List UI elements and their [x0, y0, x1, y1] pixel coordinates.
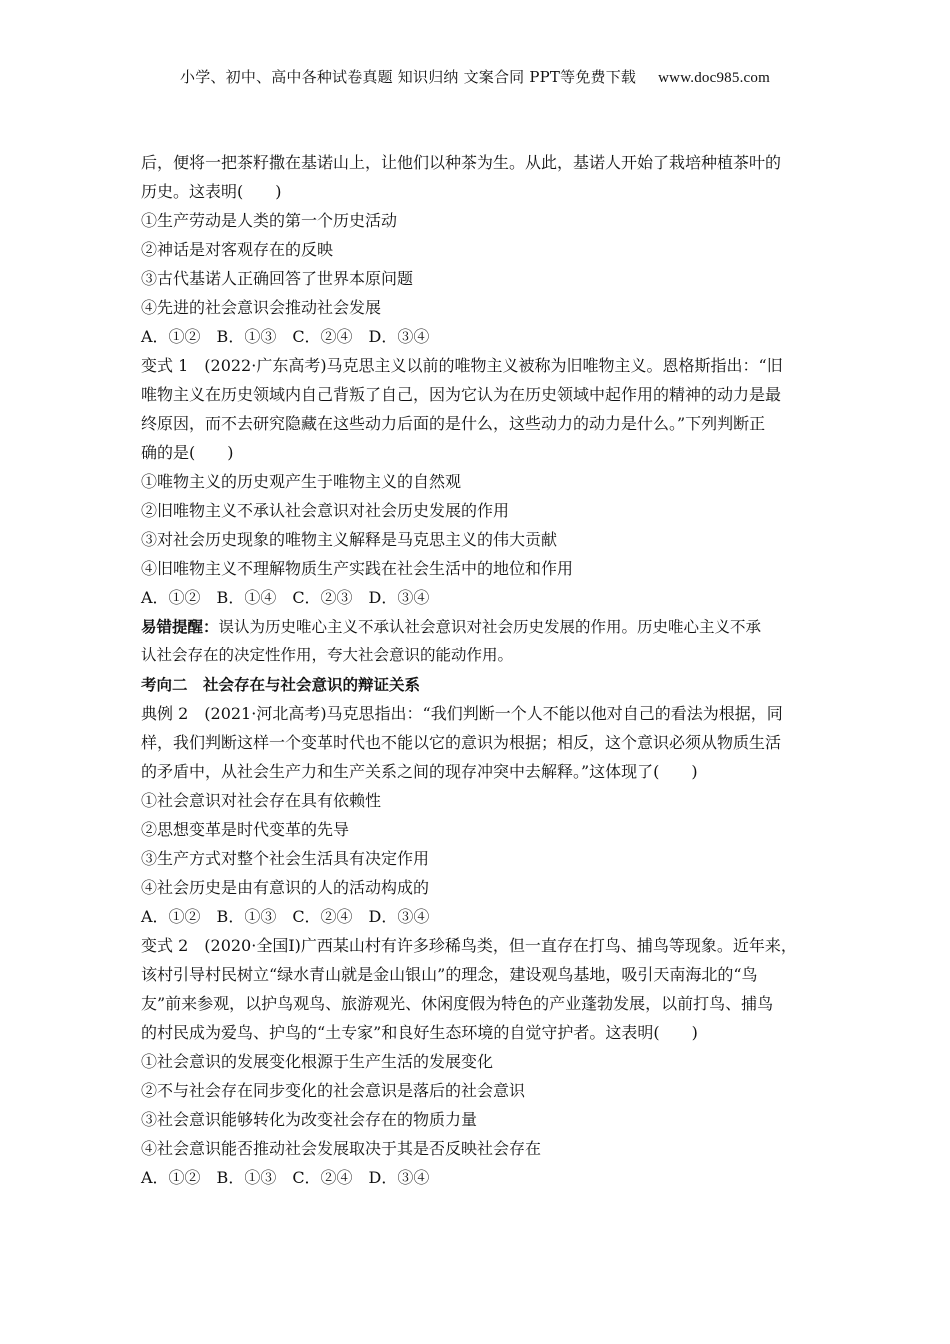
ex2-item: ④社会历史是由有意识的人的活动构成的	[141, 878, 430, 897]
error-tip-label: 易错提醒：	[141, 617, 219, 636]
v1-options: A．①② B．①④ C．②③ D．③④	[141, 588, 430, 607]
ex2-stem-line: 典例 2 (2021·河北高考)马克思指出：“我们判断一个人不能以他对自己的看法为根据，同	[141, 704, 783, 723]
v1-item: ②旧唯物主义不承认社会意识对社会历史发展的作用	[141, 501, 510, 520]
v2-options: A．①② B．①③ C．②④ D．③④	[141, 1168, 430, 1187]
v1-stem-line: 终原因，而不去研究隐藏在这些动力后面的是什么，这些动力的动力是什么。”下列判断正	[141, 414, 766, 433]
document-body	[141, 148, 821, 1192]
v2-item: ①社会意识的发展变化根源于生产生活的发展变化	[141, 1052, 494, 1071]
q1-item: ①生产劳动是人类的第一个历史活动	[141, 211, 398, 230]
v2-item: ④社会意识能否推动社会发展取决于其是否反映社会存在	[141, 1139, 542, 1158]
v1-item: ④旧唯物主义不理解物质生产实践在社会生活中的地位和作用	[141, 559, 574, 578]
q1-item: ③古代基诺人正确回答了世界本原问题	[141, 269, 414, 288]
ex2-stem-line: 的矛盾中，从社会生产力和生产关系之间的现存冲突中去解释。”这体现了( )	[141, 762, 698, 781]
q1-item: ②神话是对客观存在的反映	[141, 240, 334, 259]
v2-stem-line: 变式 2 (2020·全国Ⅰ)广西某山村有许多珍稀鸟类，但一直存在打鸟、捕鸟等现象。近年来，	[141, 936, 797, 955]
v1-stem-line: 变式 1 (2022·广东高考)马克思主义以前的唯物主义被称为旧唯物主义。恩格斯指出：“旧	[141, 356, 783, 375]
error-tip-text: 误认为历史唯心主义不承认社会意识对社会历史发展的作用。历史唯心主义不承	[218, 618, 762, 636]
q1-options: A．①② B．①③ C．②④ D．③④	[141, 327, 430, 346]
q1-stem-line: 历史。这表明( )	[141, 182, 282, 201]
page-header	[0, 66, 950, 87]
ex2-stem-line: 样，我们判断这样一个变革时代也不能以它的意识为根据；相反，这个意识必须从物质生活	[141, 733, 782, 752]
q1-item: ④先进的社会意识会推动社会发展	[141, 298, 382, 317]
header-url[interactable]: www.doc985.com	[658, 70, 770, 86]
v2-stem-line: 的村民成为爱鸟、护鸟的“土专家”和良好生态环境的自觉守护者。这表明( )	[141, 1023, 698, 1042]
error-tip-line: 认社会存在的决定性作用，夸大社会意识的能动作用。	[141, 646, 514, 664]
ex2-item: ②思想变革是时代变革的先导	[141, 820, 350, 839]
header-text: 小学、初中、高中各种试卷真题 知识归纳 文案合同 PPT等免费下载	[180, 68, 637, 86]
q1-stem-line: 后，便将一把茶籽撒在基诺山上，让他们以种茶为生。从此，基诺人开始了栽培种植茶叶的	[141, 153, 782, 172]
v1-stem-line: 确的是( )	[141, 443, 234, 462]
ex2-options: A．①② B．①③ C．②④ D．③④	[141, 907, 430, 926]
v1-item: ③对社会历史现象的唯物主义解释是马克思主义的伟大贡献	[141, 530, 558, 549]
section-heading: 考向二 社会存在与社会意识的辩证关系	[141, 675, 421, 694]
v2-stem-line: 该村引导村民树立“绿水青山就是金山银山”的理念，建设观鸟基地，吸引天南海北的“鸟	[141, 965, 758, 984]
v1-item: ①唯物主义的历史观产生于唯物主义的自然观	[141, 472, 462, 491]
v1-stem-line: 唯物主义在历史领域内自己背叛了自己，因为它认为在历史领域中起作用的精神的动力是最	[141, 385, 782, 404]
ex2-item: ①社会意识对社会存在具有依赖性	[141, 791, 382, 810]
v2-item: ③社会意识能够转化为改变社会存在的物质力量	[141, 1110, 478, 1129]
v2-item: ②不与社会存在同步变化的社会意识是落后的社会意识	[141, 1081, 526, 1100]
error-tip	[141, 612, 821, 641]
ex2-item: ③生产方式对整个社会生活具有决定作用	[141, 849, 430, 868]
v2-stem-line: 友”前来参观，以护鸟观鸟、旅游观光、休闲度假为特色的产业蓬勃发展，以前打鸟、捕鸟	[141, 994, 774, 1013]
